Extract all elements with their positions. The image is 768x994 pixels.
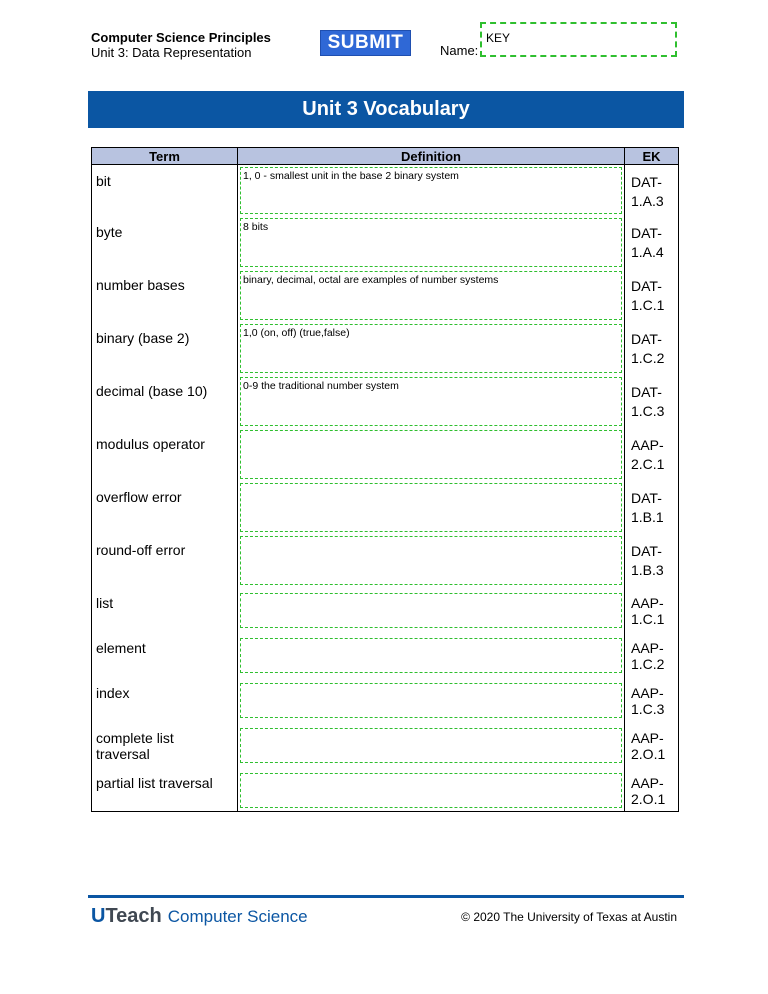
table-header-row [92,148,679,165]
table-row [92,165,679,216]
ek-line-1: AAP- [631,774,664,791]
footer-divider [88,895,684,898]
ek-line-1: DAT- [631,542,662,559]
definition-input[interactable] [240,683,622,718]
ek-cell [625,269,679,322]
vocabulary-table [91,147,679,812]
ek-cell [625,632,679,677]
definition-input[interactable] [240,536,622,585]
column-header-term: Term [92,148,238,165]
table-row [92,269,679,322]
table-row [92,587,679,632]
ek-line-2: 1.A.3 [631,193,664,209]
uteach-logo [91,905,308,928]
definition-input[interactable]: 8 bits [240,218,622,267]
ek-line-2: 1.C.1 [631,296,665,313]
definition-input[interactable] [240,638,622,673]
ek-cell [625,322,679,375]
table-row [92,216,679,269]
table-row [92,375,679,428]
ek-cell [625,534,679,587]
term-cell: overflow error [92,481,238,534]
table-row [92,767,679,812]
ek-line-2: 1.C.1 [631,610,665,627]
term-cell: number bases [92,269,238,322]
term-cell: element [92,632,238,677]
term-cell: modulus operator [92,428,238,481]
ek-cell [625,428,679,481]
ek-cell [625,767,679,812]
submit-button[interactable]: SUBMIT [320,30,411,56]
table-row [92,322,679,375]
name-field[interactable]: KEY [480,22,677,57]
definition-input[interactable]: 1, 0 - smallest unit in the base 2 binary system [240,167,622,214]
definition-input[interactable] [240,593,622,628]
course-title: Computer Science Principles [91,30,271,45]
term-cell: byte [92,216,238,269]
ek-line-2: 1.A.4 [631,243,664,260]
ek-line-1: AAP- [631,594,664,611]
ek-line-2: 1.B.3 [631,561,664,578]
term-cell: partial list traversal [92,767,238,812]
ek-line-1: DAT- [631,489,662,506]
ek-cell [625,216,679,269]
logo-computer-science: Computer Science [167,907,308,926]
ek-line-2: 1.C.2 [631,655,665,672]
term-cell: bit [92,165,238,216]
table-row [92,632,679,677]
ek-line-2: 1.C.3 [631,402,665,419]
table-row [92,722,679,767]
unit-title: Unit 3: Data Representation [91,45,252,60]
term-cell: decimal (base 10) [92,375,238,428]
ek-line-2: 2.O.1 [631,745,666,762]
term-cell: complete list traversal [92,722,238,767]
term-cell: index [92,677,238,722]
definition-input[interactable]: 0-9 the traditional number system [240,377,622,426]
logo-teach: Teach [105,905,162,927]
logo-u: U [91,905,106,927]
ek-line-2: 1.C.3 [631,700,665,717]
table-row [92,534,679,587]
table-row [92,428,679,481]
ek-cell [625,677,679,722]
ek-line-2: 1.B.1 [631,508,664,525]
ek-cell [625,165,679,216]
copyright-notice: © 2020 The University of Texas at Austin [461,910,677,924]
table-row [92,481,679,534]
ek-cell [625,375,679,428]
ek-cell [625,722,679,767]
definition-input[interactable] [240,430,622,479]
ek-line-1: AAP- [631,436,664,453]
term-cell: list [92,587,238,632]
ek-line-2: 2.O.1 [631,790,666,807]
ek-line-1: DAT- [631,224,662,241]
ek-line-1: DAT- [631,383,662,400]
page-title: Unit 3 Vocabulary [88,91,684,128]
ek-line-2: 1.C.2 [631,349,665,366]
ek-line-1: AAP- [631,639,664,656]
ek-line-2: 2.C.1 [631,455,665,472]
definition-input[interactable] [240,728,622,763]
ek-line-1: DAT- [631,174,662,190]
ek-line-1: DAT- [631,330,662,347]
column-header-ek: EK [625,148,679,165]
name-label: Name: [440,43,479,58]
ek-line-1: AAP- [631,729,664,746]
column-header-definition: Definition [238,148,625,165]
definition-input[interactable]: binary, decimal, octal are examples of number systems [240,271,622,320]
term-cell: binary (base 2) [92,322,238,375]
definition-input[interactable]: 1,0 (on, off) (true,false) [240,324,622,373]
ek-cell [625,481,679,534]
definition-input[interactable] [240,483,622,532]
table-row [92,677,679,722]
ek-cell [625,587,679,632]
term-cell: round-off error [92,534,238,587]
ek-line-1: AAP- [631,684,664,701]
ek-line-1: DAT- [631,277,662,294]
definition-input[interactable] [240,773,622,808]
